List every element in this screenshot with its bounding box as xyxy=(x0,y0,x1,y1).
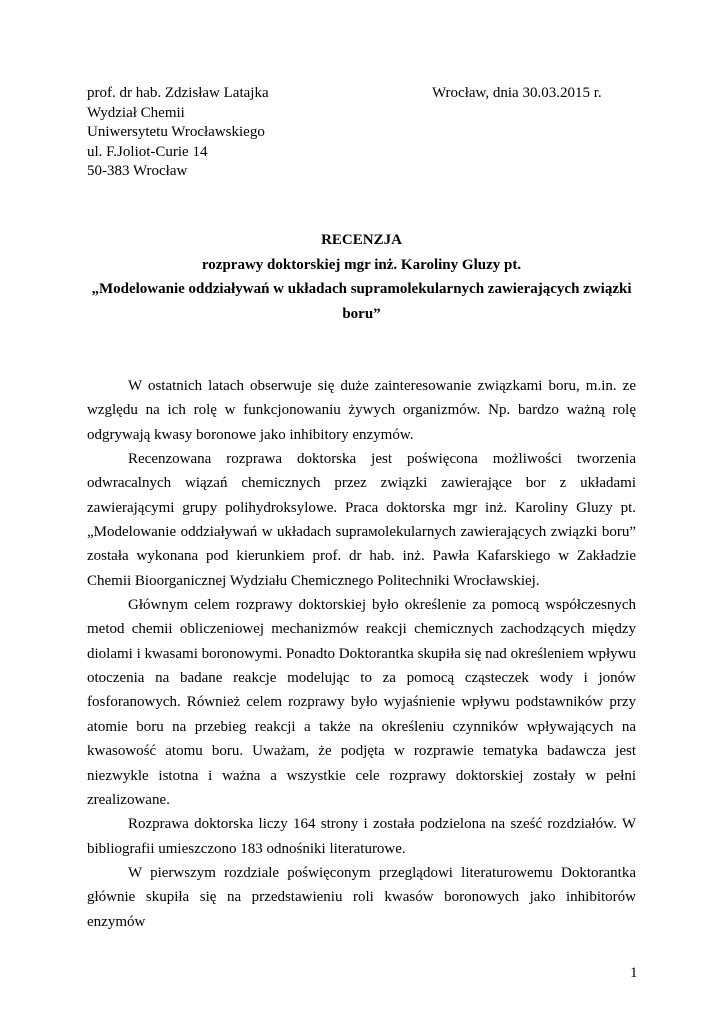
sender-city: 50-383 Wrocław xyxy=(87,163,188,179)
sender-university: Uniwersytetu Wrocławskiego xyxy=(87,124,265,140)
sender-name: prof. dr hab. Zdzisław Latajka xyxy=(87,85,269,101)
review-body xyxy=(87,374,636,934)
body-paragraph-1: W ostatnich latach obserwuje się duże zainteresowanie związkami boru, m.in. ze względu na ich rolę w funkcjonowaniu żywych organizmów. Np. bardzo ważną rolę odgrywają kwasy boronowe jako inhibitory enzymów. xyxy=(87,378,636,443)
document-date: Wrocław, dnia 30.03.2015 r. xyxy=(432,85,602,101)
body-paragraph-3: Głównym celem rozprawy doktorskiej było określenie za pomocą współczesnych metod chemii obliczeniowej mechanizmów reakcji chemicznych zachodzących między diolami i kwasami boronowymi. Ponadto Doktorantka skupiła się nad określeniem wpływu otoczenia na badane reakcje modelując to za pomocą cząsteczek wody i jonów fosforanowych. Również celem rozprawy było wyjaśnienie wpływu podstawników przy atomie boru na przebieg reakcji a także na określeniu czynników wpływających na kwasowość atomu boru. Uważam, że podjęta w rozprawie tematyka badawcza jest niezwykle istotna i ważna a wszystkie cele rozprawy doktorskiej zostały w pełni zrealizowane. xyxy=(87,597,636,808)
review-subtitle: rozprawy doktorskiej mgr inż. Karoliny Gluzy pt. xyxy=(201,256,522,273)
body-paragraph-4: Rozprawa doktorska liczy 164 strony i została podzielona na sześć rozdziałów. W bibliografii umieszczono 183 odnośniki literaturowe. xyxy=(87,816,636,857)
review-heading: RECENZJA xyxy=(321,232,402,248)
body-paragraph-5: W pierwszym rozdziale poświęconym przeglądowi literaturowemu Doktorantka głównie skupiła się na przedstawieniu roli kwasów boronowych jako inhibitorów enzymów xyxy=(87,864,636,930)
sender-faculty: Wydział Chemii xyxy=(87,104,185,121)
thesis-title-line-1: „Modelowanie oddziaływań w układach supramolekularnych zawierających związki xyxy=(91,281,632,297)
page-number: 1 xyxy=(630,965,638,981)
body-paragraph-2: Recenzowana rozprawa doktorska jest poświęcona możliwości tworzenia odwracalnych wiązań chemicznych przez związki zawierające bor z układami zawierającymi grupy polihydroksylowe. Praca doktorska mgr inż. Karoliny Gluzy pt. „Modelowanie oddziaływań w układach suprамolekularnych zawierających związki boru” została wykonana pod kierunkiem prof. dr hab. inż. Pawła Kafarskiego w Zakładzie Chemii Bioorganicznej Wydziału Chemicznego Politechniki Wrocławskiej. xyxy=(87,451,636,589)
review-title-block xyxy=(87,228,636,326)
thesis-title-line-2: boru” xyxy=(342,305,381,322)
sender-street: ul. F.Joliot-Curie 14 xyxy=(87,143,208,160)
